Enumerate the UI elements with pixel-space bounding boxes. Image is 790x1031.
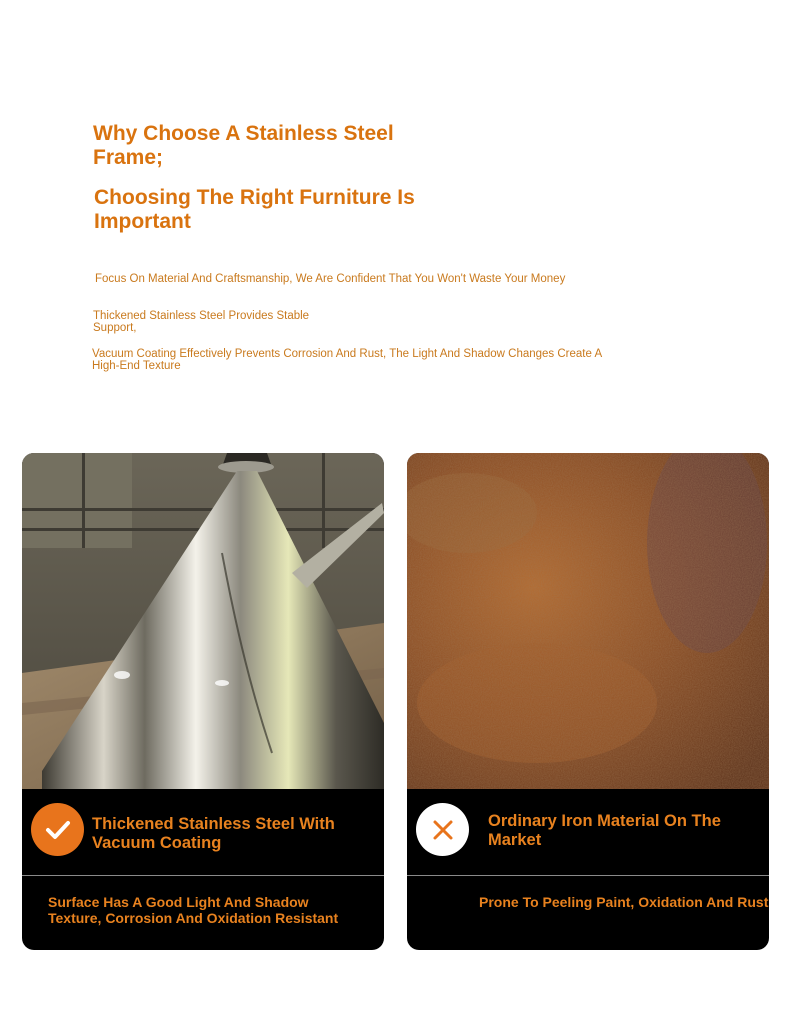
section-heading-right-furniture: Choosing The Right Furniture Is Important	[94, 186, 415, 233]
intro-text-material: Focus On Material And Craftsmanship, We Are Confident That You Won't Waste Your Money	[95, 273, 566, 285]
card-description: Surface Has A Good Light And Shadow Texture, Corrosion And Oxidation Resistant	[48, 894, 339, 926]
card-divider	[407, 875, 769, 876]
card-description: Prone To Peeling Paint, Oxidation And Rust	[479, 894, 769, 910]
x-icon	[430, 817, 456, 843]
section-heading-why-stainless: Why Choose A Stainless Steel Frame;	[93, 122, 394, 169]
intro-text-support: Thickened Stainless Steel Provides Stable Support,	[93, 310, 310, 334]
check-badge	[31, 803, 84, 856]
stainless-steel-card	[22, 453, 384, 950]
intro-text-coating: Vacuum Coating Effectively Prevents Corrosion And Rust, The Light And Shadow Changes Create A High-End Texture	[92, 348, 602, 372]
rusted-iron-photo	[407, 453, 769, 789]
stainless-steel-leg-photo	[22, 453, 384, 789]
card-divider	[22, 875, 384, 876]
x-badge	[416, 803, 469, 856]
ordinary-iron-card	[407, 453, 769, 950]
check-icon	[43, 815, 73, 845]
card-title: Thickened Stainless Steel With Vacuum Coating	[92, 815, 335, 852]
card-title: Ordinary Iron Material On The Market	[488, 812, 721, 849]
